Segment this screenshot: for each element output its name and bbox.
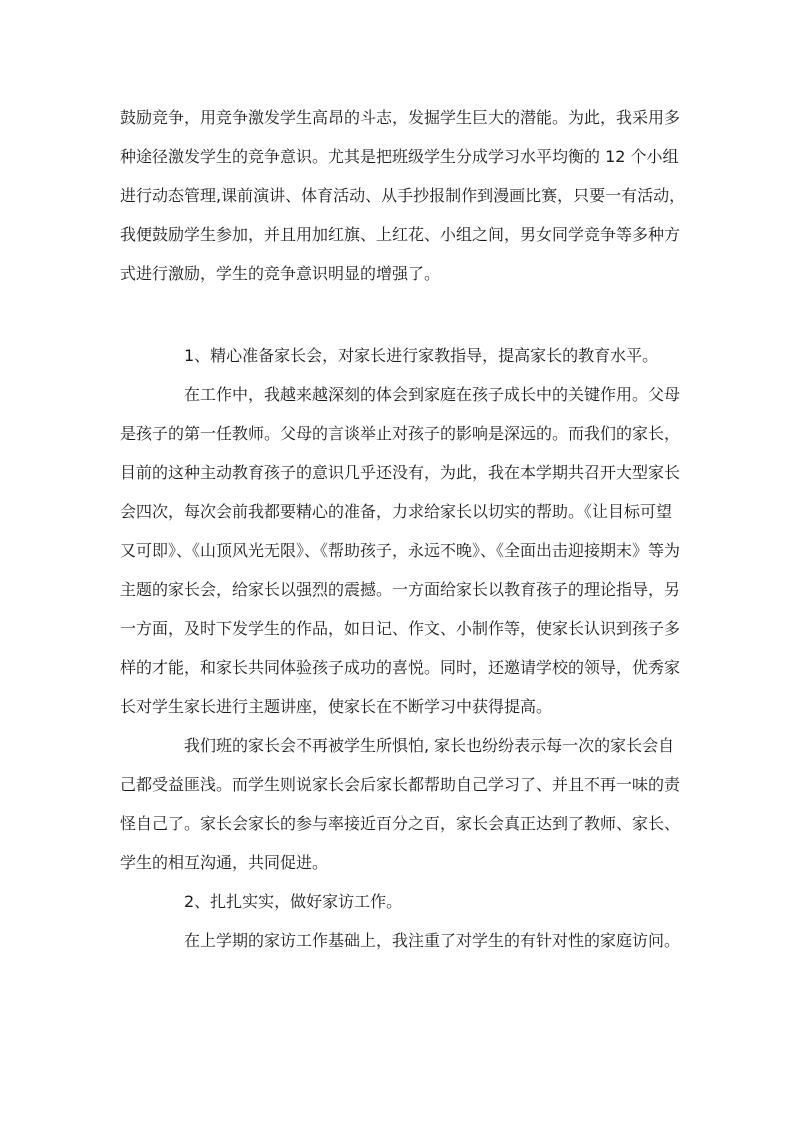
text-line: 一方面，及时下发学生的作品，如日记、作文、小制作等，使家长认识到孩子多 <box>120 619 681 638</box>
text-line: 式进行激励，学生的竞争意识明显的增强了。 <box>120 264 441 283</box>
text-line: 我便鼓励学生参加，并且用加红旗、上红花、小组之间，男女同学竞争等多种方 <box>120 225 681 244</box>
text-line: 己都受益匪浅。而学生则说家长会后家长都帮助自己学习了、并且不再一味的责 <box>120 775 681 794</box>
text-line: 鼓励竞争，用竞争激发学生高昂的斗志，发掘学生巨大的潜能。为此，我采用多 <box>120 108 681 127</box>
text-line: 种途径激发学生的竞争意识。尤其是把班级学生分成学习水平均衡的 12 个小组 <box>120 147 679 166</box>
text-line: 怪自己了。家长会家长的参与率接近百分之百，家长会真正达到了教师、家长、 <box>120 814 681 833</box>
text-line: 在上学期的家访工作基础上，我注重了对学生的有针对性的家庭访问。 <box>184 931 681 950</box>
text-line: 主题的家长会，给家长以强烈的震撼。一方面给家长以教育孩子的理论指导，另 <box>120 580 681 599</box>
heading-line: 1、精心准备家长会，对家长进行家教指导，提高家长的教育水平。 <box>184 346 659 365</box>
text-line: 在工作中，我越来越深刻的体会到家庭在孩子成长中的关键作用。父母 <box>184 385 681 404</box>
text-line: 我们班的家长会不再被学生所惧怕, 家长也纷纷表示每一次的家长会自 <box>184 736 675 755</box>
text-line: 又可即》、《山顶风光无限》、《帮助孩子，永远不晚》、《全面出击迎接期末》等为 <box>120 541 681 560</box>
text-line: 目前的这种主动教育孩子的意识几乎还没有，为此，我在本学期共召开大型家长 <box>120 463 681 482</box>
text-line: 样的才能，和家长共同体验孩子成功的喜悦。同时，还邀请学校的领导，优秀家 <box>120 658 681 677</box>
text-line: 是孩子的第一任教师。父母的言谈举止对孩子的影响是深远的。而我们的家长， <box>120 424 681 443</box>
text-line: 长对学生家长进行主题讲座，使家长在不断学习中获得提高。 <box>120 697 553 716</box>
text-line: 会四次，每次会前我都要精心的准备，力求给家长以切实的帮助。《让目标可望 <box>120 502 673 521</box>
text-line: 学生的相互沟通，共同促进。 <box>120 853 329 872</box>
text-line: 进行动态管理,课前演讲、体育活动、从手抄报制作到漫画比赛，只要一有活动， <box>120 186 686 205</box>
heading-line: 2、扎扎实实，做好家访工作。 <box>184 892 403 911</box>
